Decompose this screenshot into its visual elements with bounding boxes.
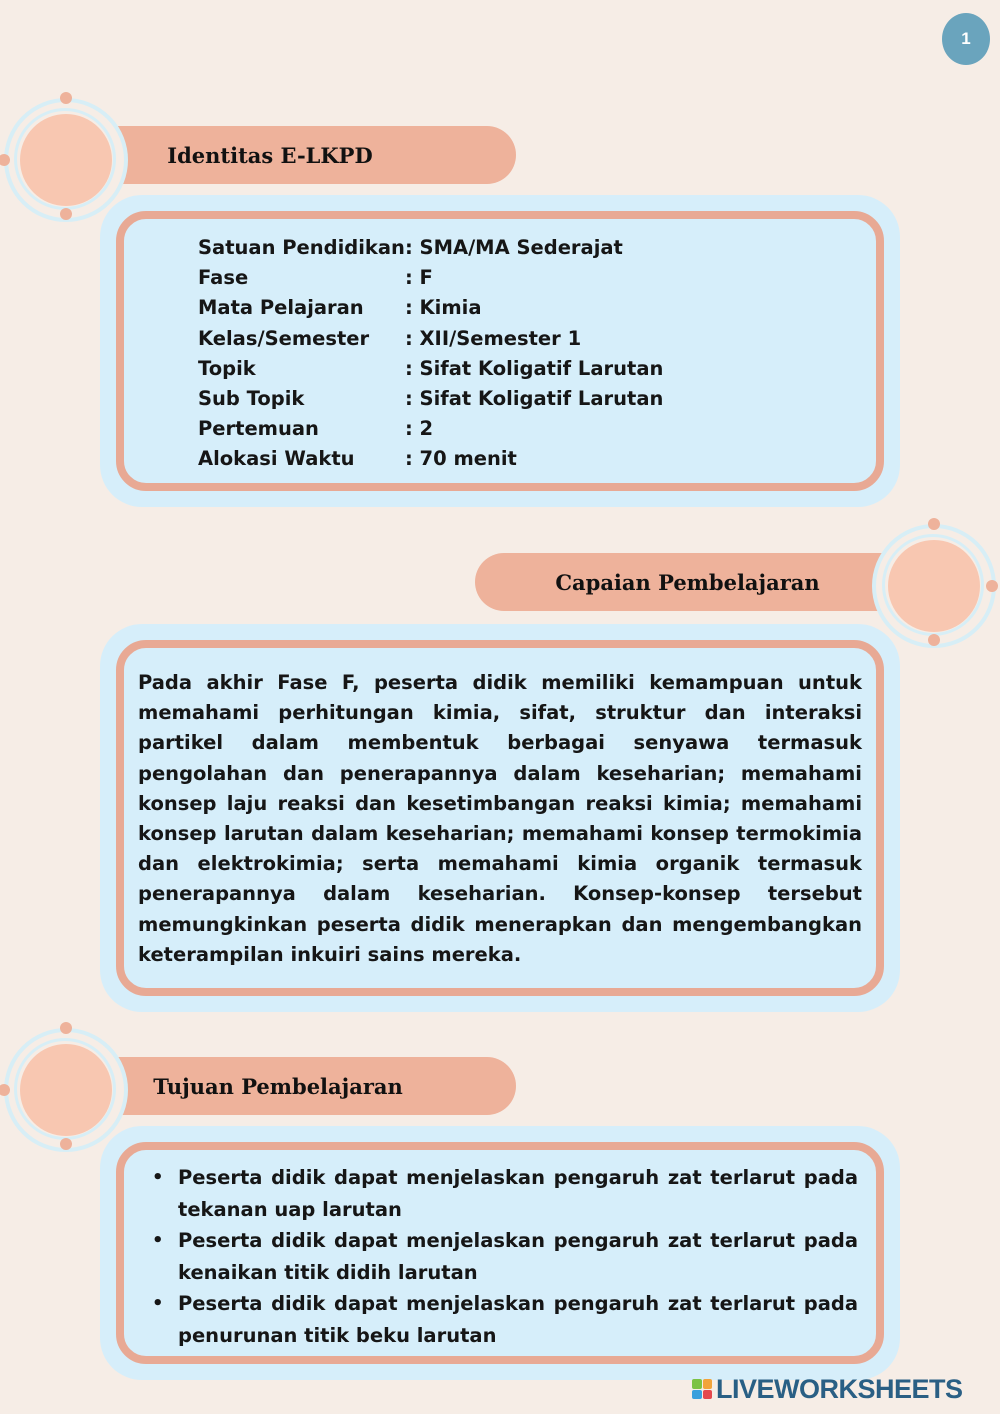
- tujuan-box: [100, 1126, 900, 1380]
- tujuan-item: [152, 1225, 858, 1288]
- liveworksheets-watermark: [692, 1374, 963, 1404]
- identitas-value: : 70 menit: [404, 447, 517, 471]
- identitas-label: Satuan Pendidikan: [198, 236, 405, 259]
- identitas-value: : 2: [404, 417, 434, 441]
- tujuan-emblem-icon: [4, 1028, 128, 1152]
- tujuan-item: [152, 1288, 858, 1351]
- tujuan-item: [152, 1162, 858, 1225]
- identitas-value: : XII/Semester 1: [404, 326, 582, 350]
- page-number-badge: 1: [942, 13, 990, 65]
- tujuan-list: [146, 1162, 858, 1352]
- identitas-table: [198, 233, 663, 475]
- watermark-text: LIVEWORKSHEETS: [716, 1373, 963, 1404]
- tujuan-item-text: Peserta didik dapat menjelaskan pengaruh zat terlarut pada kenaikan titik didih larutan: [178, 1229, 858, 1284]
- identitas-value: : Sifat Koligatif Larutan: [404, 387, 664, 411]
- identitas-label: Alokasi Waktu: [198, 447, 355, 471]
- tujuan-item-text: Peserta didik dapat menjelaskan pengaruh zat terlarut pada penurunan titik beku larutan: [178, 1292, 858, 1347]
- identitas-label: Mata Pelajaran: [198, 296, 364, 320]
- bullet-icon: •: [152, 1230, 164, 1252]
- tujuan-title: Tujuan Pembelajaran: [153, 1073, 403, 1099]
- identitas-row: [198, 324, 663, 354]
- identitas-label: Pertemuan: [198, 417, 319, 441]
- capaian-paragraph: Pada akhir Fase F, peserta didik memiliki kemampuan untuk memahami perhitungan kimia, sifat, struktur dan interaksi partikel dalam membentuk berbagai senyawa termasuk pengolahan dan penerapannya dalam keseharian; memahami konsep laju reaksi dan kesetimbangan reaksi kimia; memahami konsep larutan dalam keseharian; memahami konsep termokimia dan elektrokimia; serta memahami kimia organik termasuk penerapannya dalam keseharian. Konsep-konsep tersebut memungkinkan peserta didik menerapkan dan mengembangkan keterampilan inkuiri sains mereka.: [138, 671, 862, 966]
- identitas-header: [60, 126, 516, 184]
- identitas-box: [100, 195, 900, 507]
- capaian-header: [475, 553, 930, 611]
- identitas-value: : Sifat Koligatif Larutan: [404, 356, 664, 380]
- identitas-row: [198, 233, 663, 263]
- tujuan-item-text: Peserta didik dapat menjelaskan pengaruh zat terlarut pada tekanan uap larutan: [178, 1166, 858, 1221]
- capaian-title: Capaian Pembelajaran: [555, 569, 820, 595]
- identitas-label: Topik: [198, 356, 256, 380]
- identitas-row: [198, 293, 663, 323]
- bullet-icon: •: [152, 1293, 164, 1315]
- tujuan-header: [60, 1057, 516, 1115]
- identitas-value: : Kimia: [404, 296, 482, 320]
- capaian-box: [100, 624, 900, 1012]
- identitas-value: : SMA/MA Sederajat: [404, 236, 623, 259]
- capaian-emblem-icon: [872, 524, 996, 648]
- identitas-title: Identitas E-LKPD: [167, 142, 373, 168]
- identitas-emblem-icon: [4, 98, 128, 222]
- identitas-row: [198, 414, 663, 444]
- identitas-label: Kelas/Semester: [198, 326, 370, 350]
- identitas-value: : F: [404, 266, 433, 290]
- identitas-row: [198, 263, 663, 293]
- identitas-row: [198, 444, 663, 474]
- liveworksheets-logo-icon: [692, 1379, 712, 1399]
- identitas-label: Fase: [198, 266, 249, 290]
- identitas-label: Sub Topik: [198, 387, 305, 411]
- identitas-row: [198, 354, 663, 384]
- bullet-icon: •: [152, 1167, 164, 1188]
- identitas-row: [198, 384, 663, 414]
